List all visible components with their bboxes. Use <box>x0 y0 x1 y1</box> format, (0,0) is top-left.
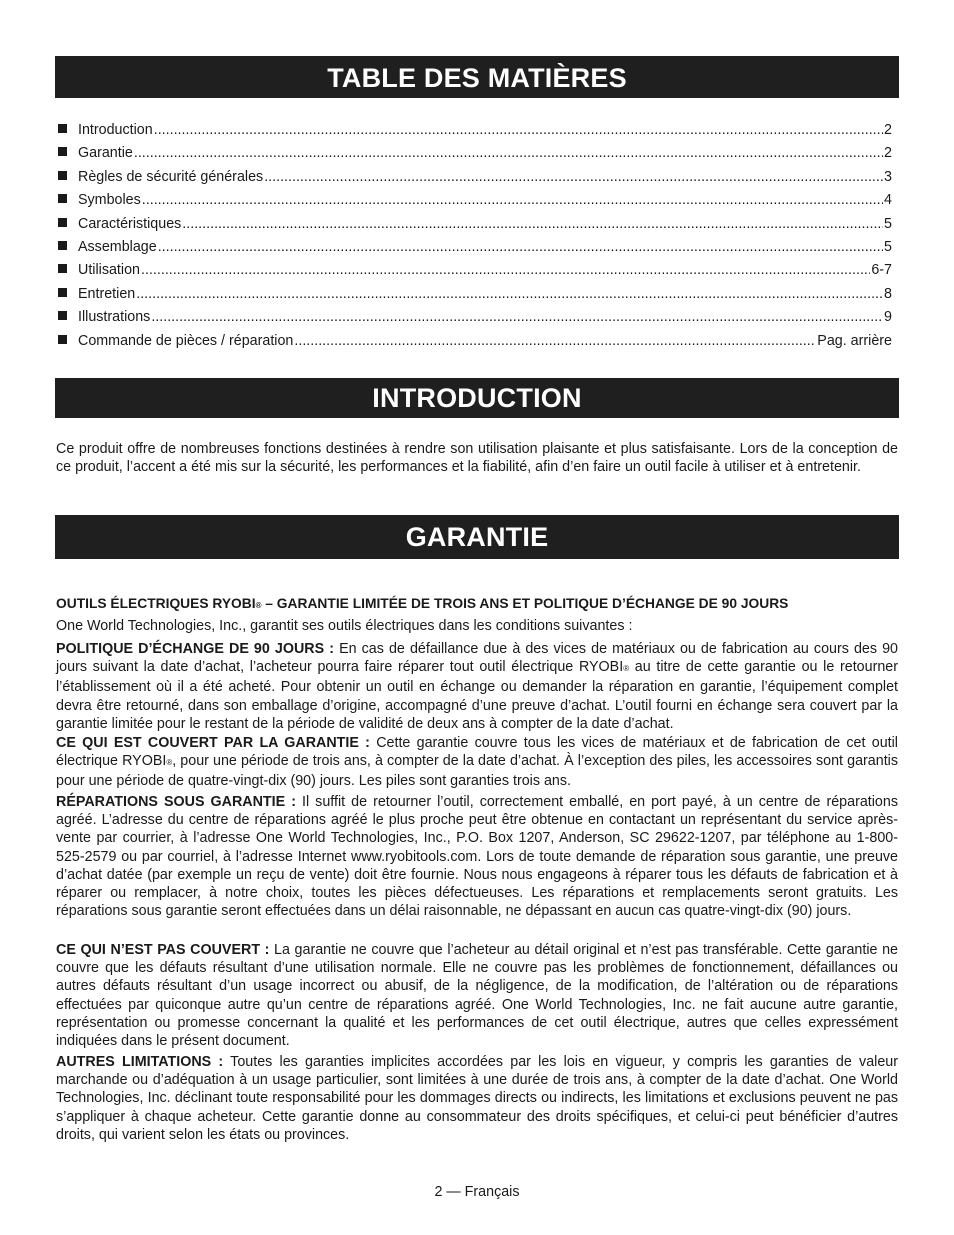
square-bullet-icon <box>58 335 67 344</box>
warranty-repairs-text: Il suffit de retourner l’outil, correctement emballé, en port payé, à un centre de réparations agréé. L’adresse du centre de réparations agréé le plus proche peut être obtenue en contactant un représentant du service après-vente par courrier, à l’adresse One World Technologies, Inc., P.O. Box 1207, Anderson, SC 29622-1207, par téléphone au 1-800-525-2579 ou par courriel, à l’adresse Internet www.ryobitools.com. Lors de toute demande de réparation sous garantie, une preuve d’achat datée (par exemple un reçu de vente) doit être fournie. Nous nous engageons à réparer tous les défauts de fabrication et à réparer ou remplacer, à notre choix, toutes les pièces défectueuses. Les réparations et remplacements seront gratuits. Les réparations sous garantie seront effectuées dans un délai raisonnable, ne dépassant en aucun cas quatre-vingt-dix (90) jours. <box>56 794 898 920</box>
page-footer: 2 — Français <box>434 1184 520 1200</box>
square-bullet-icon <box>58 218 67 227</box>
coverage-text-b: , pour une période de trois ans, à compter de la date d’achat. À l’exception des piles, les accessoires sont garantis pour une période de quatre-vingt-dix (90) jours. Les piles sont garanties trois ans. <box>56 753 898 790</box>
toc-item-label: Symboles <box>78 192 141 209</box>
toc-item-label: Garantie <box>78 145 133 162</box>
dot-leader <box>142 192 883 208</box>
toc-item-page: 6-7 <box>871 262 892 279</box>
square-bullet-icon <box>58 147 67 156</box>
toc-item-label: Entretien <box>78 285 136 302</box>
square-bullet-icon <box>58 288 67 297</box>
exchange-policy-text-a: En cas de défaillance due à des vices de matériaux ou de fabrication au cours des 90 jours suivant la date d’achat, l’acheteur pourra faire réparer tout outil électrique RYOBI <box>56 641 898 676</box>
warranty-heading <box>56 595 898 615</box>
toc-item-garantie <box>55 145 892 168</box>
table-of-contents <box>55 122 892 356</box>
square-bullet-icon <box>58 124 67 133</box>
square-bullet-icon <box>58 311 67 320</box>
exchange-policy-label: POLITIQUE D’ÉCHANGE DE 90 JOURS : <box>56 641 335 657</box>
registered-mark: ® <box>255 601 262 610</box>
toc-item-symboles <box>55 192 892 215</box>
other-limitations-label: AUTRES LIMITATIONS : <box>56 1054 224 1070</box>
dot-leader <box>136 286 883 302</box>
toc-item-label: Utilisation <box>78 262 140 279</box>
other-limitations-text: Toutes les garanties implicites accordées par les lois en vigueur, y compris les garanties de valeur marchande ou d’adéquation à un usage particulier, sont limitées à une durée de trois ans, à compter de la date d’achat. One World Technologies, Inc. déclinant toute responsabilité pour les dommages directs ou indirects, les limitations et exclusions peuvent ne pas s’appliquer à chaque acheteur. Cette garantie donne au consommateur des droits spécifiques, et celui-ci peut bénéficier d’autres droits, qui varient selon les états ou provinces. <box>56 1054 898 1143</box>
toc-item-regles-securite <box>55 169 892 192</box>
other-limitations-paragraph <box>56 1053 898 1144</box>
dot-leader <box>182 216 883 232</box>
square-bullet-icon <box>58 264 67 273</box>
square-bullet-icon <box>58 194 67 203</box>
exchange-policy-text-b: au titre de cette garantie ou le retourner l’établissement où il a été acheté. Pour obtenir un outil en échange ou demander la réparation en garantie, l’équipement complet devra être retourné, dans son emballage d’origine, accompagné d’une preuve d’achat. L’outil fourni en échange sera couvert par la garantie limitée pour le restant de la période de validité de deux ans à compter de la date d’achat. <box>56 659 898 732</box>
dot-leader <box>264 169 883 185</box>
dot-leader <box>154 122 883 138</box>
introduction-text: Ce produit offre de nombreuses fonctions destinées à rendre son utilisation plaisante et plus satisfaisante. Lors de la conception de ce produit, l’accent a été mis sur la sécurité, les performances et la fiabilité, afin d’en faire un outil facile à utiliser et à entretenir. <box>56 441 898 476</box>
garantie-title: GARANTIE <box>55 515 899 559</box>
warranty-heading-brand: OUTILS ÉLECTRIQUES RYOBI <box>56 596 256 611</box>
toc-item-illustrations <box>55 309 892 332</box>
toc-item-utilisation <box>55 262 892 285</box>
toc-item-page: Pag. arrière <box>817 332 892 349</box>
warranty-repairs-label: RÉPARATIONS SOUS GARANTIE : <box>56 794 296 810</box>
square-bullet-icon <box>58 171 67 180</box>
toc-item-page: 3 <box>884 168 892 185</box>
dot-leader <box>134 145 883 161</box>
toc-item-page: 5 <box>884 238 892 255</box>
toc-item-page: 5 <box>884 215 892 232</box>
toc-item-page: 4 <box>884 192 892 209</box>
warranty-repairs-paragraph <box>56 793 898 920</box>
toc-item-label: Commande de pièces / réparation <box>78 332 294 349</box>
toc-title: TABLE DES MATIÈRES <box>55 56 899 98</box>
coverage-label: CE QUI EST COUVERT PAR LA GARANTIE : <box>56 735 370 751</box>
toc-item-assemblage <box>55 239 892 262</box>
introduction-title: INTRODUCTION <box>55 378 899 418</box>
toc-item-label: Règles de sécurité générales <box>78 168 264 185</box>
toc-item-label: Illustrations <box>78 309 151 326</box>
toc-item-caracteristiques <box>55 216 892 239</box>
toc-item-label: Caractéristiques <box>78 215 182 232</box>
toc-item-page: 8 <box>884 285 892 302</box>
not-covered-label: CE QUI N’EST PAS COUVERT : <box>56 942 270 958</box>
square-bullet-icon <box>58 241 67 250</box>
toc-item-commande-pieces <box>55 333 892 356</box>
warranty-heading-title: – GARANTIE LIMITÉE DE TROIS ANS ET POLITIQUE D’ÉCHANGE DE 90 JOURS <box>261 596 789 611</box>
not-covered-text: La garantie ne couvre que l’acheteur au détail original et n’est pas transférable. Cette garantie ne couvre que les défauts résultant d’une utilisation normale. Elle ne couvre pas les problèmes de fonctionnement, défaillances ou autres défauts résultant d’un usage incorrect ou abusif, de la négligence, de la modification, de l’altération ou de réparations effectuées par quiconque autre qu’un centre de réparations agréé. One World Technologies, Inc. ne fait aucune autre garantie, représentation ou promesse concernant la qualité et les performances de cet outil électrique, autres que celles expressément indiquées dans le présent document. <box>56 942 898 1050</box>
dot-leader <box>158 239 883 255</box>
warranty-lead: One World Technologies, Inc., garantit ses outils électriques dans les conditions suivantes : <box>56 618 633 634</box>
toc-item-label: Introduction <box>78 122 153 138</box>
coverage-text-a: Cette garantie couvre tous les vices de matériaux et de fabrication de cet outil électrique RYOBI <box>56 735 898 770</box>
registered-mark: ® <box>166 758 173 768</box>
toc-item-entretien <box>55 286 892 309</box>
exchange-policy-paragraph <box>56 640 898 733</box>
toc-item-page: 2 <box>884 145 892 162</box>
toc-item-page: 9 <box>884 309 892 326</box>
toc-item-page: 2 <box>884 122 892 138</box>
registered-mark: ® <box>623 664 630 674</box>
toc-item-label: Assemblage <box>78 238 157 255</box>
coverage-paragraph <box>56 734 898 791</box>
dot-leader <box>141 262 870 278</box>
not-covered-paragraph <box>56 941 898 1050</box>
toc-item-introduction <box>55 122 892 145</box>
dot-leader <box>151 309 883 325</box>
dot-leader <box>294 333 816 349</box>
